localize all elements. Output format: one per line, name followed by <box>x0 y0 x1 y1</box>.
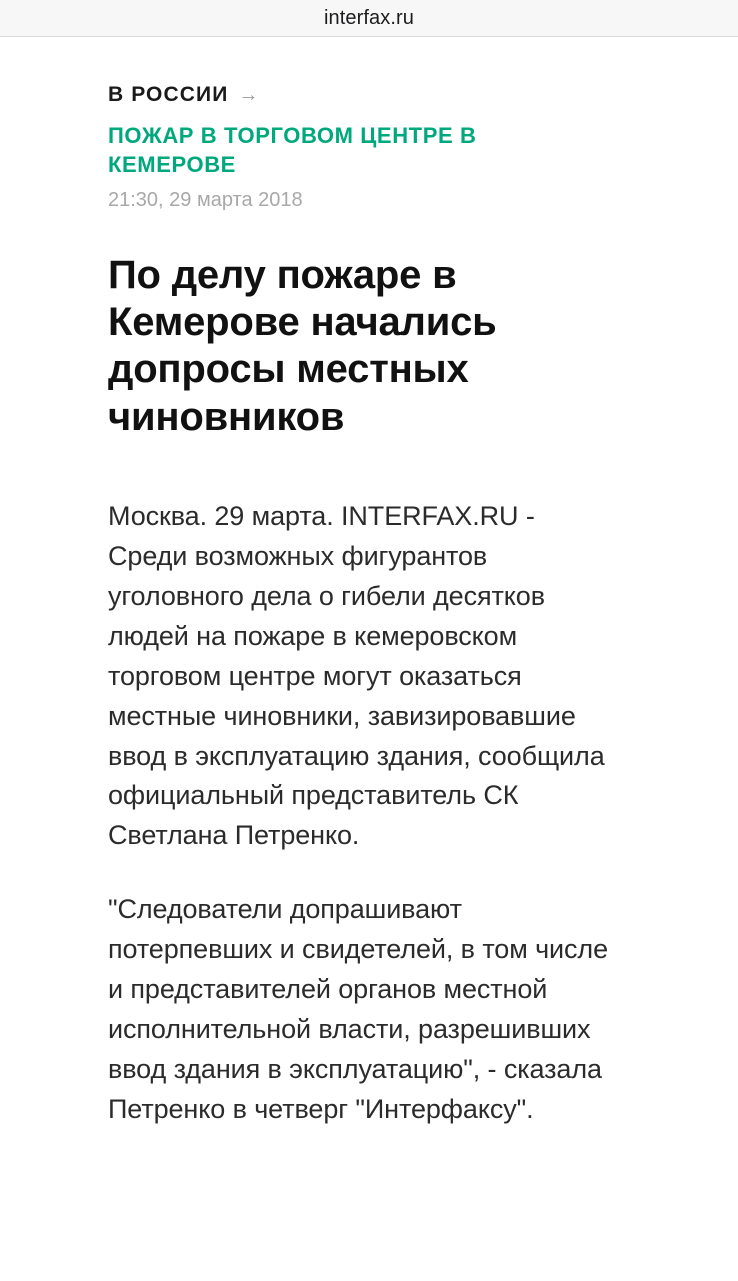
arrow-right-icon: → <box>238 84 259 106</box>
rubric-label[interactable]: В РОССИИ <box>108 83 229 106</box>
article-content <box>0 37 738 1130</box>
article-timestamp: 21:30, 29 марта 2018 <box>108 189 303 212</box>
article-body <box>108 497 630 1130</box>
article-page <box>0 37 738 1281</box>
topic-link[interactable]: ПОЖАР В ТОРГОВОМ ЦЕНТРЕ В КЕМЕРОВЕ <box>108 123 477 178</box>
article-paragraph: "Следователи допрашивают потерпевших и свидетелей, в том числе и представителей органов местной исполнительной власти, разрешивших ввод здания в эксплуатацию", - сказала Петренко в четверг "Интерфаксу". <box>108 894 608 1125</box>
url-text: interfax.ru <box>323 6 415 29</box>
article-paragraph: Москва. 29 марта. INTERFAX.RU - Среди возможных фигурантов уголовного дела о гибели десятков людей на пожаре в кемеровском торговом центре могут оказаться местные чиновники, завизировавшие ввод в эксплуатацию здания, сообщила официальный представитель СК Светлана Петренко. <box>108 500 605 851</box>
browser-url-bar[interactable] <box>0 0 738 37</box>
page-title: По делу пожаре в Кемерове начались допросы местных чиновников <box>108 253 497 439</box>
rubric-row <box>108 83 630 107</box>
